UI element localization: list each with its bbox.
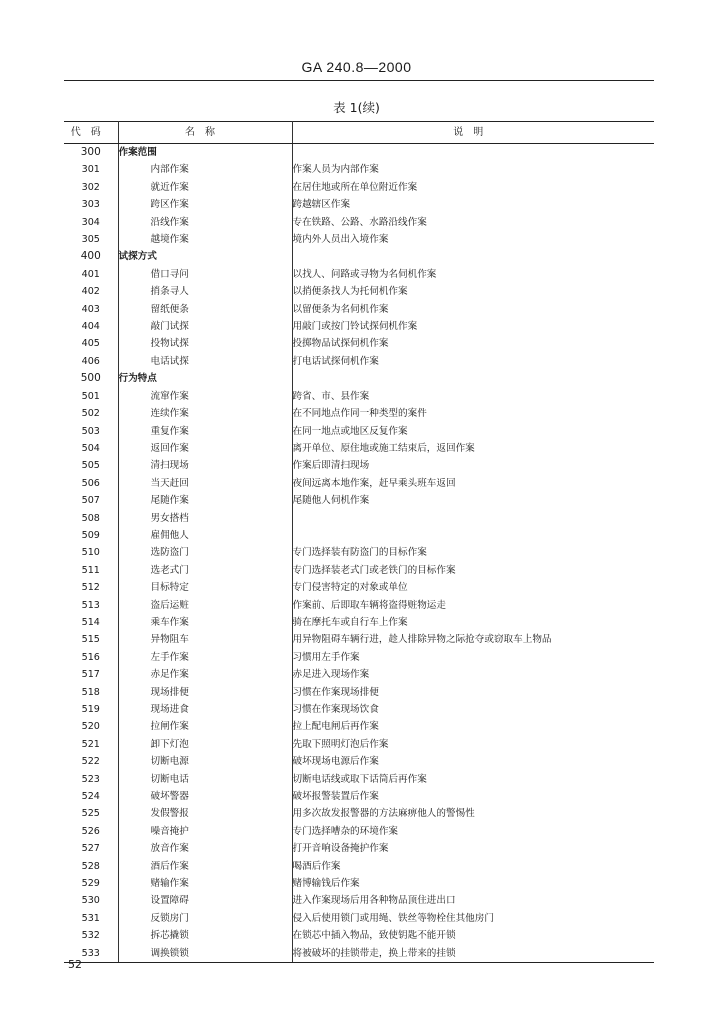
table-row bbox=[64, 666, 654, 683]
description-cell bbox=[292, 248, 654, 265]
name-cell: 内部作案 bbox=[118, 161, 292, 178]
table-row bbox=[64, 701, 654, 718]
code-cell: 525 bbox=[64, 805, 118, 822]
code-cell: 530 bbox=[64, 892, 118, 909]
table-row bbox=[64, 457, 654, 474]
code-cell: 514 bbox=[64, 614, 118, 631]
table-row bbox=[64, 161, 654, 178]
table-row bbox=[64, 736, 654, 753]
name-cell: 试探方式 bbox=[118, 248, 292, 265]
name-cell: 拆芯撬锁 bbox=[118, 927, 292, 944]
name-cell: 作案范围 bbox=[118, 144, 292, 162]
name-cell: 现场排便 bbox=[118, 684, 292, 701]
description-cell: 投掷物品试探伺机作案 bbox=[292, 338, 389, 350]
description-cell: 在居住地或所在单位附近作案 bbox=[292, 181, 418, 193]
name-cell: 放音作案 bbox=[118, 840, 292, 857]
table-row bbox=[64, 631, 654, 648]
table-row bbox=[64, 492, 654, 509]
description-cell: 离开单位、原住地或施工结束后，返回作案 bbox=[292, 442, 475, 454]
code-cell: 517 bbox=[64, 666, 118, 683]
table-row bbox=[64, 579, 654, 596]
code-cell: 509 bbox=[64, 527, 118, 544]
table-row bbox=[64, 214, 654, 231]
code-cell: 505 bbox=[64, 457, 118, 474]
table-row bbox=[64, 388, 654, 405]
table-group-row bbox=[64, 248, 654, 265]
description-cell: 习惯在作案现场排便 bbox=[292, 686, 379, 698]
code-cell: 301 bbox=[64, 161, 118, 178]
description-cell: 夜间远离本地作案，赶早乘头班车返回 bbox=[292, 477, 456, 489]
page-number: 52 bbox=[68, 958, 82, 971]
description-cell: 打开音响设备掩护作案 bbox=[292, 843, 389, 855]
table-row bbox=[64, 892, 654, 909]
description-cell: 习惯在作案现场饮食 bbox=[292, 704, 379, 715]
name-cell: 流窜作案 bbox=[118, 388, 292, 405]
description-cell: 以留便条为名伺机作案 bbox=[292, 303, 389, 315]
name-cell: 反锁房门 bbox=[118, 910, 292, 927]
table-row bbox=[64, 544, 654, 561]
description-cell: 尾随他人伺机作案 bbox=[292, 495, 370, 507]
name-cell: 拉闸作案 bbox=[118, 718, 292, 735]
name-cell: 借口寻问 bbox=[118, 266, 292, 283]
name-cell: 切断电话 bbox=[118, 771, 292, 788]
table-row bbox=[64, 527, 654, 544]
name-cell: 男女搭档 bbox=[118, 510, 292, 527]
description-cell: 侵入后使用锁门或用绳、铁丝等物栓住其他房门 bbox=[292, 912, 494, 924]
description-cell: 专门侵害特定的对象或单位 bbox=[292, 582, 408, 594]
table-header-row bbox=[64, 122, 654, 144]
name-cell: 选老式门 bbox=[118, 562, 292, 579]
code-cell: 507 bbox=[64, 492, 118, 509]
name-cell: 敲门试探 bbox=[118, 318, 292, 335]
description-cell: 在不同地点作同一种类型的案件 bbox=[292, 408, 427, 420]
code-cell: 524 bbox=[64, 788, 118, 805]
description-cell: 以捎便条找人为托伺机作案 bbox=[292, 286, 408, 298]
description-cell: 跨越辖区作案 bbox=[292, 199, 351, 211]
table-row bbox=[64, 562, 654, 579]
code-cell: 406 bbox=[64, 353, 118, 370]
description-cell: 专在铁路、公路、水路沿线作案 bbox=[292, 216, 427, 228]
description-cell: 破坏现场电源后作案 bbox=[292, 756, 379, 768]
description-cell bbox=[292, 144, 654, 162]
code-cell: 305 bbox=[64, 231, 118, 248]
code-cell: 502 bbox=[64, 405, 118, 422]
code-cell: 528 bbox=[64, 858, 118, 875]
name-cell: 留纸便条 bbox=[118, 301, 292, 318]
code-cell: 516 bbox=[64, 649, 118, 666]
name-cell: 当天赶回 bbox=[118, 475, 292, 492]
name-cell: 现场进食 bbox=[118, 701, 292, 718]
description-cell: 赤足进入现场作案 bbox=[292, 669, 370, 681]
name-cell: 异物阻车 bbox=[118, 631, 292, 648]
table-row bbox=[64, 231, 654, 248]
name-cell: 破坏警器 bbox=[118, 788, 292, 805]
table-row bbox=[64, 440, 654, 457]
name-cell: 调换锁锁 bbox=[118, 945, 292, 963]
name-cell: 投物试探 bbox=[118, 335, 292, 352]
description-cell: 进入作案现场后用各种物品顶住进出口 bbox=[292, 895, 456, 907]
table-row bbox=[64, 875, 654, 892]
name-cell: 卸下灯泡 bbox=[118, 736, 292, 753]
code-cell: 512 bbox=[64, 579, 118, 596]
name-cell: 行为特点 bbox=[118, 370, 292, 387]
code-cell: 519 bbox=[64, 701, 118, 718]
name-cell: 尾随作案 bbox=[118, 492, 292, 509]
code-cell: 520 bbox=[64, 718, 118, 735]
table-row bbox=[64, 718, 654, 735]
table-row bbox=[64, 318, 654, 335]
code-cell: 523 bbox=[64, 771, 118, 788]
description-cell: 以找人、问路或寻物为名伺机作案 bbox=[292, 268, 437, 280]
code-cell: 527 bbox=[64, 840, 118, 857]
name-cell: 选防盗门 bbox=[118, 544, 292, 561]
name-cell: 电话试探 bbox=[118, 353, 292, 370]
code-cell: 529 bbox=[64, 875, 118, 892]
table-row bbox=[64, 858, 654, 875]
name-cell: 噪音掩护 bbox=[118, 823, 292, 840]
table-group-row bbox=[64, 144, 654, 162]
description-cell bbox=[292, 527, 654, 544]
description-cell: 作案前、后即取车辆将盗得赃物运走 bbox=[292, 599, 446, 611]
table-row bbox=[64, 283, 654, 300]
table-row bbox=[64, 475, 654, 492]
name-cell: 连续作案 bbox=[118, 405, 292, 422]
code-cell: 521 bbox=[64, 736, 118, 753]
description-cell: 用敲门或按门铃试探伺机作案 bbox=[292, 321, 418, 333]
code-cell: 504 bbox=[64, 440, 118, 457]
table-row bbox=[64, 301, 654, 318]
description-cell: 在锁芯中插入物品，致使钥匙不能开锁 bbox=[292, 930, 456, 942]
code-cell: 513 bbox=[64, 597, 118, 614]
code-cell: 522 bbox=[64, 753, 118, 770]
code-cell: 405 bbox=[64, 335, 118, 352]
code-cell: 503 bbox=[64, 423, 118, 440]
table-row bbox=[64, 423, 654, 440]
code-cell: 303 bbox=[64, 196, 118, 213]
code-cell: 511 bbox=[64, 562, 118, 579]
table-row bbox=[64, 910, 654, 927]
table-row bbox=[64, 788, 654, 805]
name-cell: 就近作案 bbox=[118, 179, 292, 196]
description-cell: 专门选择装老式门或老铁门的目标作案 bbox=[292, 564, 456, 576]
code-cell: 401 bbox=[64, 266, 118, 283]
column-header-description: 说明 bbox=[292, 122, 654, 144]
code-cell: 531 bbox=[64, 910, 118, 927]
column-header-name: 名称 bbox=[118, 122, 292, 144]
table-row bbox=[64, 684, 654, 701]
code-cell: 500 bbox=[64, 370, 118, 387]
name-cell: 目标特定 bbox=[118, 579, 292, 596]
table-row bbox=[64, 405, 654, 422]
code-cell: 400 bbox=[64, 248, 118, 265]
name-cell: 清扫现场 bbox=[118, 457, 292, 474]
description-cell: 破坏报警装置后作案 bbox=[292, 791, 379, 803]
table-row bbox=[64, 771, 654, 788]
description-cell bbox=[292, 370, 654, 387]
description-cell: 跨省、市、县作案 bbox=[292, 390, 370, 402]
description-cell: 习惯用左手作案 bbox=[292, 651, 360, 663]
name-cell: 切断电源 bbox=[118, 753, 292, 770]
name-cell: 设置障碍 bbox=[118, 892, 292, 909]
table-caption: 表 1(续) bbox=[333, 100, 380, 115]
code-cell: 404 bbox=[64, 318, 118, 335]
name-cell: 赌输作案 bbox=[118, 875, 292, 892]
name-cell: 跨区作案 bbox=[118, 196, 292, 213]
table-row bbox=[64, 945, 654, 963]
description-cell: 骑在摩托车或自行车上作案 bbox=[292, 616, 408, 628]
table-group-row bbox=[64, 370, 654, 387]
name-cell: 捎条寻人 bbox=[118, 283, 292, 300]
description-cell: 喝酒后作案 bbox=[292, 860, 341, 872]
code-cell: 302 bbox=[64, 179, 118, 196]
table-row bbox=[64, 335, 654, 352]
name-cell: 乘车作案 bbox=[118, 614, 292, 631]
name-cell: 沿线作案 bbox=[118, 214, 292, 231]
table-row bbox=[64, 266, 654, 283]
table-row bbox=[64, 179, 654, 196]
name-cell: 赤足作案 bbox=[118, 666, 292, 683]
code-cell: 510 bbox=[64, 544, 118, 561]
table-row bbox=[64, 823, 654, 840]
description-cell: 作案人员为内部作案 bbox=[292, 164, 379, 176]
table-row bbox=[64, 753, 654, 770]
name-cell: 盗后运赃 bbox=[118, 597, 292, 614]
code-cell: 506 bbox=[64, 475, 118, 492]
code-cell: 518 bbox=[64, 684, 118, 701]
code-cell: 526 bbox=[64, 823, 118, 840]
standard-number: GA 240.8—2000 bbox=[301, 59, 412, 75]
name-cell: 雇佣他人 bbox=[118, 527, 292, 544]
description-cell: 用多次故发报警器的方法麻痹他人的警惕性 bbox=[292, 808, 475, 820]
description-cell: 赌博输钱后作案 bbox=[292, 878, 360, 890]
name-cell: 发假警报 bbox=[118, 805, 292, 822]
description-cell: 在同一地点或地区反复作案 bbox=[292, 425, 408, 437]
table-body bbox=[64, 144, 654, 963]
code-cell: 300 bbox=[64, 144, 118, 162]
name-cell: 左手作案 bbox=[118, 649, 292, 666]
table-row bbox=[64, 510, 654, 527]
code-cell: 402 bbox=[64, 283, 118, 300]
table-row bbox=[64, 614, 654, 631]
code-cell: 501 bbox=[64, 388, 118, 405]
name-cell: 酒后作案 bbox=[118, 858, 292, 875]
description-cell: 先取下照明灯泡后作案 bbox=[292, 738, 389, 750]
table-row bbox=[64, 927, 654, 944]
table-row bbox=[64, 353, 654, 370]
description-cell: 作案后即清扫现场 bbox=[292, 460, 370, 472]
table-row bbox=[64, 649, 654, 666]
code-cell: 508 bbox=[64, 510, 118, 527]
description-cell: 专门选择装有防盗门的目标作案 bbox=[292, 547, 427, 559]
table-row bbox=[64, 196, 654, 213]
description-cell: 打电话试探伺机作案 bbox=[292, 355, 379, 367]
description-cell bbox=[292, 510, 654, 527]
description-cell: 拉上配电闸后再作案 bbox=[292, 721, 379, 733]
code-cell: 515 bbox=[64, 631, 118, 648]
name-cell: 返回作案 bbox=[118, 440, 292, 457]
table-row bbox=[64, 597, 654, 614]
description-cell: 境内外人员出入境作案 bbox=[292, 234, 389, 246]
code-cell: 403 bbox=[64, 301, 118, 318]
code-table bbox=[64, 121, 654, 963]
header-rule bbox=[64, 80, 654, 81]
code-cell: 304 bbox=[64, 214, 118, 231]
code-cell: 533 bbox=[64, 945, 118, 963]
name-cell: 重复作案 bbox=[118, 423, 292, 440]
description-cell: 专门选择嘈杂的环境作案 bbox=[292, 825, 399, 837]
description-cell: 切断电话线或取下话筒后再作案 bbox=[292, 773, 427, 785]
code-cell: 532 bbox=[64, 927, 118, 944]
column-header-code: 代码 bbox=[64, 122, 118, 144]
description-cell: 用异物阻碍车辆行进，趁人排除异物之际抢夺或窃取车上物品 bbox=[292, 634, 552, 646]
description-cell: 将被破坏的挂锁带走，换上带来的挂锁 bbox=[292, 945, 654, 963]
name-cell: 越境作案 bbox=[118, 231, 292, 248]
table-row bbox=[64, 840, 654, 857]
table-row bbox=[64, 805, 654, 822]
